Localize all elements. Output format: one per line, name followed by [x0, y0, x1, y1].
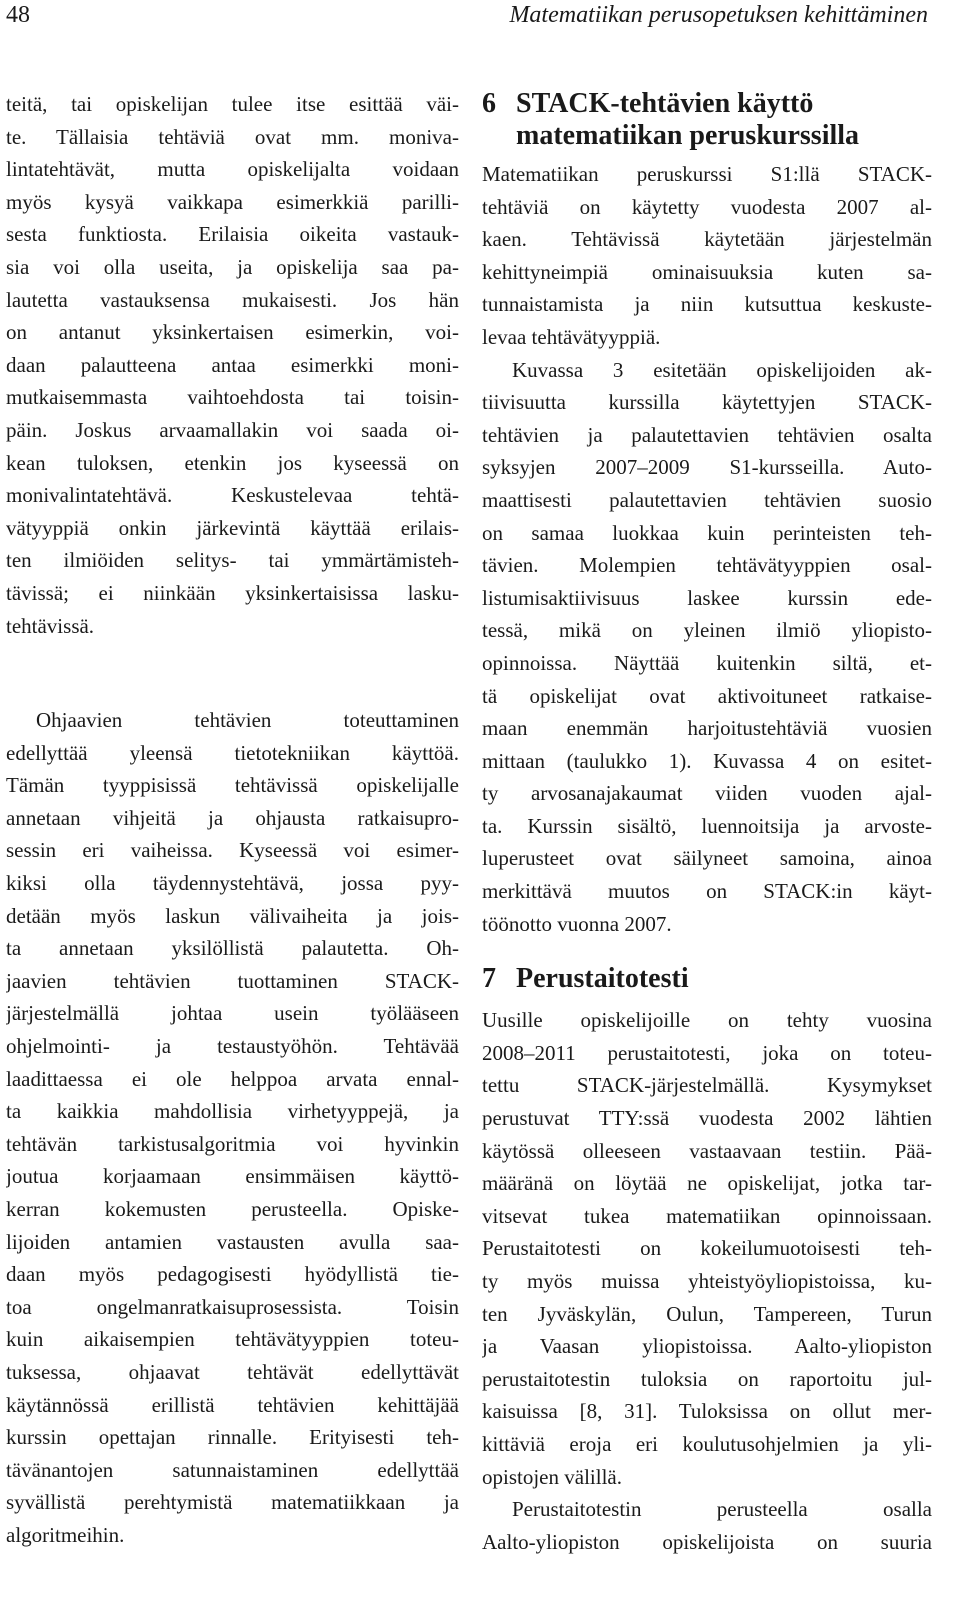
text-line: tävien. Molempien tehtävätyyppien osal-	[482, 553, 932, 578]
text-line: tävissä; ei niinkään yksinkertaisissa lasku-	[6, 580, 459, 605]
text-line: annetaan vihjeitä ja ohjausta ratkaisupro-	[6, 805, 459, 830]
text-line: tävänantojen satunnaistaminen edellyttää	[6, 1457, 459, 1482]
text-line: on antanut yksinkertaisen esimerkin, voi-	[6, 320, 459, 345]
text-line: syvällistä perehtymistä matematiikkaan ja	[6, 1490, 459, 1515]
text-line: Kuvassa 3 esitetään opiskelijoiden ak-	[512, 357, 932, 382]
text-line: tehtävissä.	[6, 613, 95, 638]
text-line: lintatehtävät, mutta opiskelijalta voidaan	[6, 157, 459, 182]
text-line: luperusteet ovat säilyneet samoina, ainoa	[482, 846, 932, 871]
section-number: 6	[482, 88, 496, 119]
text-line: määränä on löytää ne opiskelijat, jotka tar-	[482, 1171, 932, 1196]
text-line: Uusille opiskelijoille on tehty vuosina	[482, 1008, 932, 1033]
text-line: sia voi olla useita, ja opiskelija saa pa-	[6, 254, 459, 279]
text-line: päin. Joskus arvaamallakin voi saada oi-	[6, 417, 459, 442]
text-line: ten ilmiöiden selitys- tai ymmärtämisteh-	[6, 548, 459, 573]
paragraph	[482, 354, 932, 941]
section-7-heading	[482, 962, 932, 996]
text-line: tessä, mikä on yleinen ilmiö yliopisto-	[482, 618, 932, 643]
paragraph	[482, 1493, 932, 1558]
text-line: opinnoissa. Näyttää kuitenkin siltä, et-	[482, 650, 932, 675]
text-line: kaen. Tehtävissä käytetään järjestelmän	[482, 227, 932, 252]
text-line: ta kaikkia mahdollisia virhetyyppejä, ja	[6, 1099, 459, 1124]
text-line: joutua korjaamaan ensimmäisen käyttö-	[6, 1164, 459, 1189]
text-line: ten Jyväskylän, Oulun, Tampereen, Turun	[482, 1301, 932, 1326]
text-line: sesta funktiosta. Erilaisia oikeita vastauk-	[6, 222, 459, 247]
text-line: tä opiskelijat ovat aktivoituneet ratkaise-	[482, 683, 932, 708]
text-line: tehtäviä on käytetty vuodesta 2007 al-	[482, 194, 932, 219]
text-line: daan myös pedagogisesti hyödyllistä tie-	[6, 1262, 459, 1287]
paragraph	[482, 158, 932, 354]
text-line: sessin eri vaiheissa. Kyseessä voi esimer-	[6, 838, 459, 863]
text-line: kean tuloksen, etenkin jos kyseessä on	[6, 450, 459, 475]
paragraph	[6, 88, 459, 642]
paragraph	[6, 704, 459, 1551]
text-line: detään myös laskun välivaiheita ja jois-	[6, 903, 459, 928]
text-line: lijoiden antamien vastausten avulla saa-	[6, 1229, 459, 1254]
text-line: mittaan (taulukko 1). Kuvassa 4 on esitet-	[482, 748, 932, 773]
text-line: kuin aikaisempien tehtävätyyppien toteu-	[6, 1327, 459, 1352]
text-line: ohjelmointi- ja testaustyöhön. Tehtävää	[6, 1034, 459, 1059]
right-column	[482, 88, 932, 1558]
text-line: käytännössä erillistä tehtävien kehittäjää	[6, 1392, 459, 1417]
text-line: laadittaessa ei ole helppoa arvata ennal-	[6, 1066, 459, 1091]
text-line: syksyjen 2007–2009 S1-kursseilla. Auto-	[482, 455, 932, 480]
text-line: Matematiikan peruskurssi S1:llä STACK-	[482, 162, 932, 186]
page-header	[0, 0, 960, 40]
text-line: ta. Kurssin sisältö, luennoitsija ja arvoste-	[482, 813, 932, 838]
text-line: kittäviä eroja eri koulutusohjelmien ja yli-	[482, 1431, 932, 1456]
text-line: lautetta vastauksensa mukaisesti. Jos hän	[6, 287, 459, 312]
text-line: te. Tällaisia tehtäviä ovat mm. moniva-	[6, 124, 459, 149]
text-line: tuksessa, ohjaavat tehtävät edellyttävät	[6, 1359, 459, 1384]
text-line: vätyyppiä onkin järkevintä käyttää erilais-	[6, 515, 459, 540]
text-line: maan enemmän harjoitustehtäviä vuosien	[482, 716, 932, 741]
text-line: Perustaitotestin perusteella osalla	[512, 1497, 932, 1522]
text-line: tehtävien ja palautettavien tehtävien osalta	[482, 422, 932, 447]
text-line: myös kysyä vaikkapa esimerkkiä parilli-	[6, 189, 459, 214]
section-6-heading-line-1	[482, 88, 932, 120]
text-line: kehittyneimpiä ominaisuuksia kuten sa-	[482, 259, 932, 284]
paragraph	[482, 1004, 932, 1493]
text-line: on samaa luokkaa kuin perinteisten teh-	[482, 520, 932, 545]
text-line: monivalintatehtävä. Keskustelevaa tehtä-	[6, 483, 459, 508]
section-title-continued: matematiikan peruskurssilla	[516, 120, 860, 151]
text-line: järjestelmällä johtaa usein työlääseen	[6, 1001, 459, 1026]
text-line: kiksi olla täydennystehtävä, jossa pyy-	[6, 871, 459, 896]
section-title: STACK-tehtävien käyttö	[516, 88, 814, 119]
left-column	[6, 88, 459, 1552]
text-line: perustuvat TTY:ssä vuodesta 2002 lähtien	[482, 1106, 932, 1131]
text-line: opistojen välillä.	[482, 1464, 622, 1489]
text-line: vitsevat tukea matematiikan opinnoissaan.	[482, 1203, 932, 1228]
text-line: ta annetaan yksilöllistä palautetta. Oh-	[6, 936, 459, 961]
text-line: 2008–2011 perustaitotesti, joka on toteu-	[482, 1040, 932, 1065]
text-line: kurssin opettajan rinnalle. Erityisesti teh-	[6, 1425, 459, 1450]
text-line: tettu STACK-järjestelmällä. Kysymykset	[482, 1073, 932, 1098]
text-line: listumisaktiivisuus laskee kurssin ede-	[482, 585, 932, 610]
text-line: ty arvosanajakaumat viiden vuoden ajal-	[482, 781, 932, 806]
text-line: Aalto-yliopiston opiskelijoista on suuria	[482, 1529, 932, 1554]
text-line: mutkaisemmasta vaihtoehdosta tai toisin-	[6, 385, 459, 410]
text-line: Perustaitotesti on kokeilumuotoisesti teh-	[482, 1236, 932, 1261]
text-line: käytössä olleeseen vastaavaan testiin. Pää-	[482, 1138, 932, 1163]
text-line: tunnaistamista ja niin kutsuttua keskuste-	[482, 292, 932, 317]
text-line: toa ongelmanratkaisuprosessista. Toisin	[6, 1294, 459, 1319]
text-line: teitä, tai opiskelijan tulee itse esittää väi-	[6, 92, 459, 116]
text-line: kerran kokemusten perusteella. Opiske-	[6, 1197, 459, 1221]
section-title: Perustaitotesti	[516, 963, 689, 995]
text-line: ty myös muissa yhteistyöyliopistoissa, ku-	[482, 1269, 932, 1293]
text-line: daan palautteena antaa esimerkki moni-	[6, 352, 459, 377]
text-line: tehtävän tarkistusalgoritmia voi hyvinkin	[6, 1131, 459, 1156]
text-line: merkittävä muutos on STACK:in käyt-	[482, 879, 932, 904]
section-6-heading	[482, 88, 932, 152]
text-line: levaa tehtävätyyppiä.	[482, 324, 661, 349]
page-number: 48	[6, 2, 30, 28]
running-title: Matematiikan perusopetuksen kehittäminen	[509, 2, 928, 28]
text-line: Tämän tyyppisissä tehtävissä opiskelijalle	[6, 773, 459, 798]
text-line: kaisuissa [8, 31]. Tuloksissa on ollut mer-	[482, 1399, 932, 1424]
text-line: tiivisuutta kurssilla käytettyjen STACK-	[482, 390, 932, 415]
text-line: jaavien tehtävien tuottaminen STACK-	[6, 968, 459, 993]
text-line: ja Vaasan yliopistoissa. Aalto-yliopiston	[482, 1334, 932, 1359]
text-line: algoritmeihin.	[6, 1522, 125, 1547]
text-line: perustaitotestin tuloksia on raportoitu jul-	[482, 1366, 932, 1391]
text-line: maattisesti palautettavien tehtävien suosio	[482, 487, 932, 512]
section-number: 7	[482, 963, 496, 995]
paragraph-gap	[6, 642, 459, 704]
text-line: töönotto vuonna 2007.	[482, 911, 672, 936]
text-line: Ohjaavien tehtävien toteuttaminen	[36, 708, 459, 733]
text-line: edellyttää yleensä tietotekniikan käyttöä.	[6, 740, 459, 765]
